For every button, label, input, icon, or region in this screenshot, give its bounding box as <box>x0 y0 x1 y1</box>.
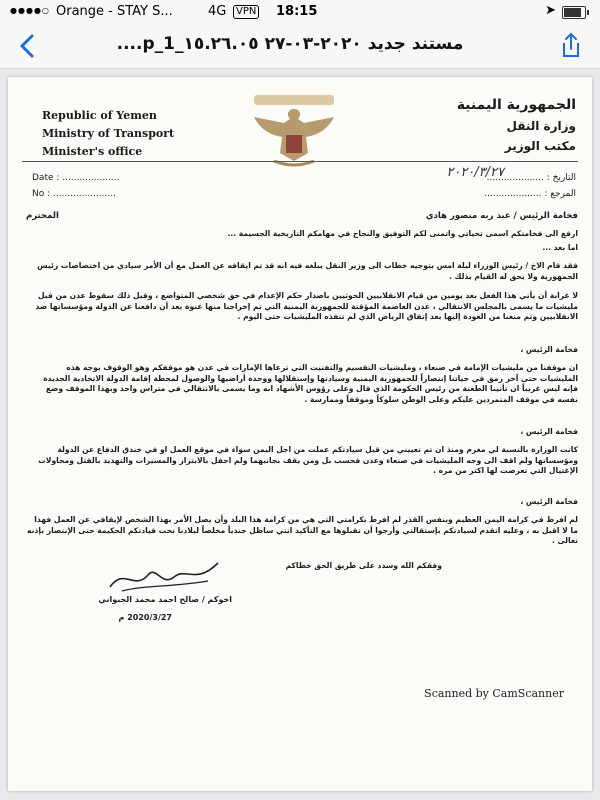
number-field-en: No : ...................... <box>32 189 116 199</box>
paragraph: اما بعد ... <box>542 243 578 252</box>
paragraph: ارفع الى فخامتكم اسمى تحياتي واتمنى لكم التوفيق والنجاح في مهامكم التاريخية الجسيمة ... <box>227 229 578 238</box>
scanned-letter <box>8 77 592 791</box>
salutation: فخامة الرئيس ، <box>520 345 578 354</box>
status-bar <box>0 0 600 24</box>
location-icon: ➤ <box>545 3 556 18</box>
handwritten-signature <box>104 557 224 597</box>
handwritten-date: ٢٠٢٠/٣/٢٧ <box>446 165 504 180</box>
document-viewer[interactable] <box>0 69 600 800</box>
battery-icon <box>562 6 586 19</box>
closing-line: وفقكم الله وسدد على طريق الحق خطاكم <box>285 561 442 570</box>
paragraph: فقد قام الاخ / رئيس الوزراء ليلة امس بتوجيه خطاب الى وزير النقل يبلغه فيه انه قد تم ايقافه عن العمل مع أن الأمر سيادي من اختصاصات رئيس الجمهورية ولا يحق له القيام بذلك . <box>37 261 578 281</box>
header-divider <box>22 161 578 162</box>
document-title: مستند جديد ٢٠٢٠-٠٣-٢٧ ١٥.٢٦.٠٥_1_p.... <box>116 34 464 54</box>
clock: 18:15 <box>276 4 318 19</box>
letterhead-ar-line: مكتب الوزير <box>504 139 576 153</box>
chevron-left-icon[interactable] <box>14 32 42 60</box>
date-field-ar: التاريخ : .................... <box>486 173 576 183</box>
date-field-en: Date : .................... <box>32 173 120 183</box>
letterhead-en-line: Ministry of Transport <box>42 127 175 140</box>
yemen-eagle-emblem <box>246 95 342 171</box>
paragraph: كانت الوزارة بالنسبة لي مغرم ومنذ ان تم تعييني من قبل سيادتكم عملت من اجل اليمن سواء في موقع العمل او في خندق الدفاع عن الدولة ومؤسساتها ولم اقف الى وجه المليشيات في صنعاء وعدن فحسب بل ومن يقف بجانبهما ولم احفل بالابتزاز والمسيرات والتهديد بالقتل ومحاولات الإغتيال التي تعرضت لها اكثر من مره . <box>38 445 578 476</box>
carrier-label: Orange - STAY S... <box>56 4 173 19</box>
paragraph: ان موقفنا من مليشيات الإمامة في صنعاء ، ومليشيات التقسيم والتفتيت التي ترعاها الإمارات في عدن هو موقفكم وهو الوقوف بوجه هذه المليشيات حتى آخر رمق في حياتنا إنتصاراً للجمهورية اليمنية وسيادتها وإستقلالها ووحدة أراضيها والوصول لمحطة إقامة الدولة الاتحادية الجديدة فإنه ليس غريباً ان تأتينا الطعنة من رئيس الحكومة الذي قال وعلى رؤوس الأشهاد انه وما يسمى بالانتقالي في متراس واحد وبهذا الموقف وضع نفسه في موقف المتمردين عليكم وعلى الوطن سلوكاً وموقفاً وممارسة . <box>43 363 578 404</box>
addressee: فخامة الرئيس / عبد ربه منصور هادي <box>425 211 578 221</box>
letterhead-ar-line: وزارة النقل <box>506 119 576 133</box>
reference-field-ar: المرجع : .................... <box>484 189 576 199</box>
honorific: المحترم <box>26 211 59 221</box>
letterhead-ar-line: الجمهورية اليمنية <box>456 97 576 113</box>
scanner-watermark: Scanned by CamScanner <box>424 687 564 700</box>
network-type: 4G <box>208 4 227 19</box>
vpn-badge: VPN <box>233 5 259 19</box>
signature-date: 2020/3/27 م <box>118 613 172 622</box>
signal-icon: ●●●●○ <box>10 6 50 15</box>
share-icon[interactable] <box>556 30 586 60</box>
paragraph: لا غرابة أن يأتي هذا الفعل بعد يومين من قيام الانقلابيين الحوثيين باصدار حكم الإعدام في حق شخصي المتواضع ، وقبل ذلك سقوط عدن من قبل مليشيات ما يسمى بالمجلس الانتقالي ، عدن العاصمة المؤقتة للجمهورية اليمنية التي تم إخراجنا منها عنوة بعد أن دافعنا عن الدولة ومؤسساتها ضد الانقلابيين وتم منعنا من العودة إليها بعد إتفاق الرياض الذي لم تنفذه المليشيات حتى اليوم . <box>35 291 578 322</box>
battery-fill <box>564 8 581 17</box>
letterhead-en-line: Republic of Yemen <box>42 109 157 122</box>
signer-name: اخوكم / صالح احمد محمد الجبواني <box>98 595 232 604</box>
salutation: فخامة الرئيس ، <box>520 497 578 506</box>
salutation: فخامة الرئيس ، <box>520 427 578 436</box>
paragraph: لم افرط في كرامة اليمن العظيم وبنفس القدر لم افرط بكرامتي التي هي من كرامة هذا البلد وأن يصل الأمر بهذا الشخص لإيقافي عن العمل فهذا ما لا اقبل به ، وعليه اتقدم لسيادتكم بإستقالتي وأرجوا أن تقبلوها مع التأكيد انني ساظل جندياً مخلصاً لبلادنا تحت قيادتكم الحكيمة حتى الإنتصار بإذنه تعالى . <box>27 515 578 546</box>
nav-bar <box>0 24 600 69</box>
addressee-line <box>26 211 578 222</box>
letterhead-en-line: Minister's office <box>42 145 143 158</box>
